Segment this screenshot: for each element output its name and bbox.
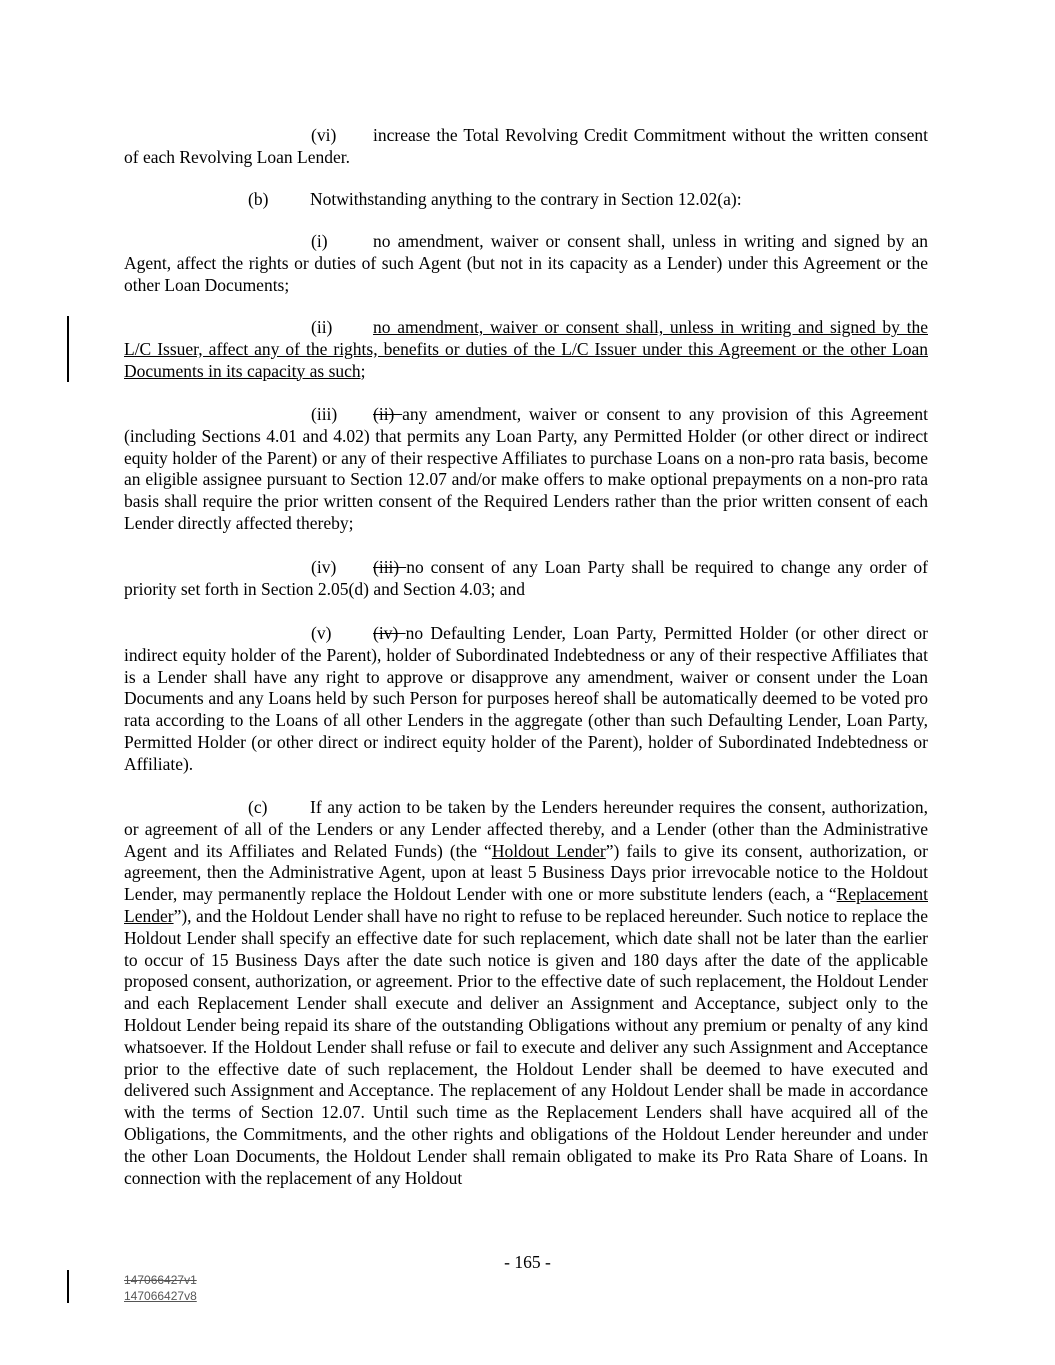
deleted-text: (iv)	[373, 623, 406, 643]
doc-id-inserted: 147066427v8	[124, 1289, 197, 1303]
paragraph-number: (c)	[248, 797, 268, 817]
defined-term-replacement-lender: Replacement Lender	[124, 884, 928, 926]
paragraph-text: no amendment, waiver or consent shall, unless in writing and signed by an Agent, affect the rights or duties of such Agent (but not in its capacity as a Lender) under this Agreement or the other Loan Documents;	[124, 231, 928, 295]
paragraph-text: any amendment, waiver or consent to any provision of this Agreement (including Sections 4.01 and 4.02) that permits any Loan Party, any Permitted Holder (or other direct or indirect equity holder of the Parent) or any of their respective Affiliates to purchase Loans on a non-pro rata basis, become an eligible assignee pursuant to Section 12.07 and/or make offers to make optional prepayments on a non-pro rata basis shall require the prior written consent of the Required Lenders rather than the prior written consent of each Lender directly affected thereby;	[124, 404, 928, 533]
deleted-text: (iii)	[373, 557, 407, 577]
paragraph-text: ”) fails to give its consent, authorization, or agreement, then the Administrative Agent, upon at least 5 Business Days prior irrevocable notice to the Holdout Lender, may permanently replace the Holdout Lender with one or more substitute lenders (each, a “	[124, 840, 928, 905]
paragraph-number: (ii)	[311, 317, 333, 337]
paragraph-vi	[124, 125, 928, 169]
paragraph-number: (iv)	[311, 557, 337, 577]
paragraph-text: Notwithstanding anything to the contrary in Section 12.02(a):	[310, 189, 742, 209]
paragraph-text: ”), and the Holdout Lender shall have no right to refuse to be replaced hereunder. Such notice to replace the Holdout Lender shall specify an effective date for such replacement, which date shall not be later than the earlier to occur of 15 Business Days after the date such notice is given and 180 days after the date of the applicable proposed consent, authorization, or agreement. Prior to the effective date of such replacement, the Holdout Lender and each Replacement Lender shall execute and deliver an Assignment and Acceptance, subject only to the Holdout Lender being repaid its share of the outstanding Obligations without any premium or penalty of any kind whatsoever. If the Holdout Lender shall refuse or fail to execute and deliver any such Assignment and Acceptance prior to the effective date of such replacement, the Holdout Lender shall be deemed to have executed and delivered such Assignment and Acceptance. The replacement of any Holdout Lender shall be made in accordance with the terms of Section 12.07. Until such time as the Replacement Lenders shall have acquired all of the Obligations, the Commitments, and the other rights and obligations of the Holdout Lender hereunder and under the other Loan Documents, the Holdout Lender shall remain obligated to make its Pro Rata Share of Loans. In connection with the replacement of any Holdout	[124, 905, 928, 1188]
paragraph-text: increase the Total Revolving Credit Commitment without the written consent of each Revolving Loan Lender.	[124, 125, 928, 167]
paragraph-number: (vi)	[311, 125, 337, 145]
page-number: - 165 -	[504, 1252, 551, 1272]
paragraph-b	[124, 189, 928, 211]
paragraph-b-iii	[124, 404, 928, 535]
paragraph-text: no consent of any Loan Party shall be required to change any order of priority set forth in Section 2.05(d) and Section 4.03; and	[124, 557, 928, 599]
paragraph-b-iv	[124, 557, 928, 601]
defined-term-holdout-lender: Holdout Lender	[491, 840, 606, 861]
paragraph-b-v	[124, 623, 928, 776]
paragraph-text: If any action to be taken by the Lenders hereunder requires the consent, authorization, or agreement of all of the Lenders or any Lender affected thereby, and a Lender (other than the Administrative Agent and its Affiliates and Related Funds) (the “	[124, 797, 928, 861]
doc-id-deleted: 147066427v1	[124, 1273, 197, 1287]
deleted-text: (ii)	[373, 404, 403, 424]
paragraph-number: (i)	[311, 231, 328, 251]
change-bar	[67, 316, 69, 382]
paragraph-text: no Defaulting Lender, Loan Party, Permitted Holder (or other direct or indirect equity holder of the Parent), holder of Subordinated Indebtedness or any of their respective Affiliates that is a Lender shall have any right to approve or disapprove any amendment, waiver or consent under the Loan Documents and any Loans held by such Person for purposes hereof shall be automatically deemed to be voted pro rata according to the Loans of all other Lenders in the aggregate (other than such Defaulting Lender, Loan Party, Permitted Holder (or other direct or indirect equity holder of the Parent), holder of Subordinated Indebtedness or Affiliate).	[124, 623, 928, 774]
paragraph-number: (iii)	[311, 404, 338, 424]
paragraph-number: (b)	[248, 189, 269, 209]
paragraph-b-i	[124, 231, 928, 296]
paragraph-c	[124, 797, 928, 1189]
inserted-text: no amendment, waiver or consent shall, unless in writing and signed by the L/C Issuer, affect any of the rights, benefits or duties of the L/C Issuer under this Agreement or the other Loan Documents in its capacity as such;	[124, 317, 928, 381]
footer-change-bar	[67, 1270, 69, 1303]
paragraph-number: (v)	[311, 623, 332, 643]
paragraph-b-ii	[124, 317, 928, 382]
